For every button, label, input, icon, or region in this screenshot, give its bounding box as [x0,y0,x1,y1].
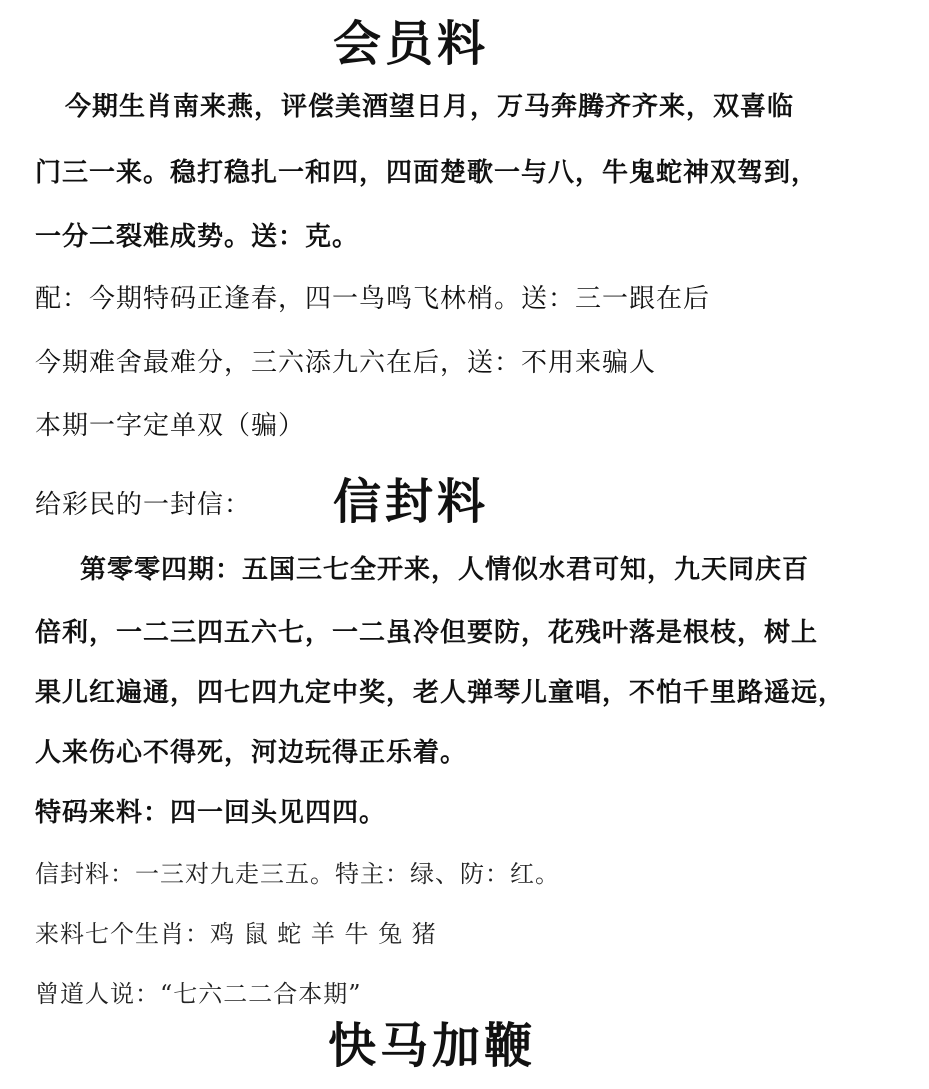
envelope-line-3: 果儿红遍通，四七四九定中奖，老人弹琴儿童唱，不怕千里路遥远， [35,678,846,708]
envelope-line-6: 信封料：一三对九走三五。特主：绿、防：红。 [35,860,560,888]
letter-intro: 给彩民的一封信： [35,490,252,520]
paragraph-line-1: 今期生肖南来燕，评偿美酒望日月，万马奔腾齐齐来，双喜临 [65,92,795,122]
envelope-line-4: 人来伤心不得死，河边玩得正乐着。 [35,738,468,768]
paragraph-line-3: 一分二裂难成势。送：克。 [35,222,360,252]
member-material-title: 会员料 [333,16,490,72]
envelope-line-8: 曾道人说：“七六二二合本期” [35,980,362,1008]
fast-horse-title: 快马加鞭 [328,1018,537,1074]
envelope-line-1: 第零零四期：五国三七全开来，人情似水君可知，九天同庆百 [80,555,810,585]
envelope-line-5: 特码来料：四一回头见四四。 [35,798,387,828]
paragraph-line-5: 今期难舍最难分，三六添九六在后，送：不用来骗人 [35,348,657,378]
envelope-material-title: 信封料 [333,474,490,530]
envelope-line-7: 来料七个生肖：鸡 鼠 蛇 羊 牛 兔 猪 [35,920,437,948]
paragraph-line-4: 配：今期特码正逢春，四一鸟鸣飞林梢。送：三一跟在后 [35,284,711,314]
envelope-line-2: 倍利，一二三四五六七，一二虽冷但要防，花残叶落是根枝，树上 [35,618,819,648]
paragraph-line-6: 本期一字定单双（骗） [35,411,306,441]
paragraph-line-2: 门三一来。稳打稳扎一和四，四面楚歌一与八，牛鬼蛇神双驾到， [35,158,819,188]
